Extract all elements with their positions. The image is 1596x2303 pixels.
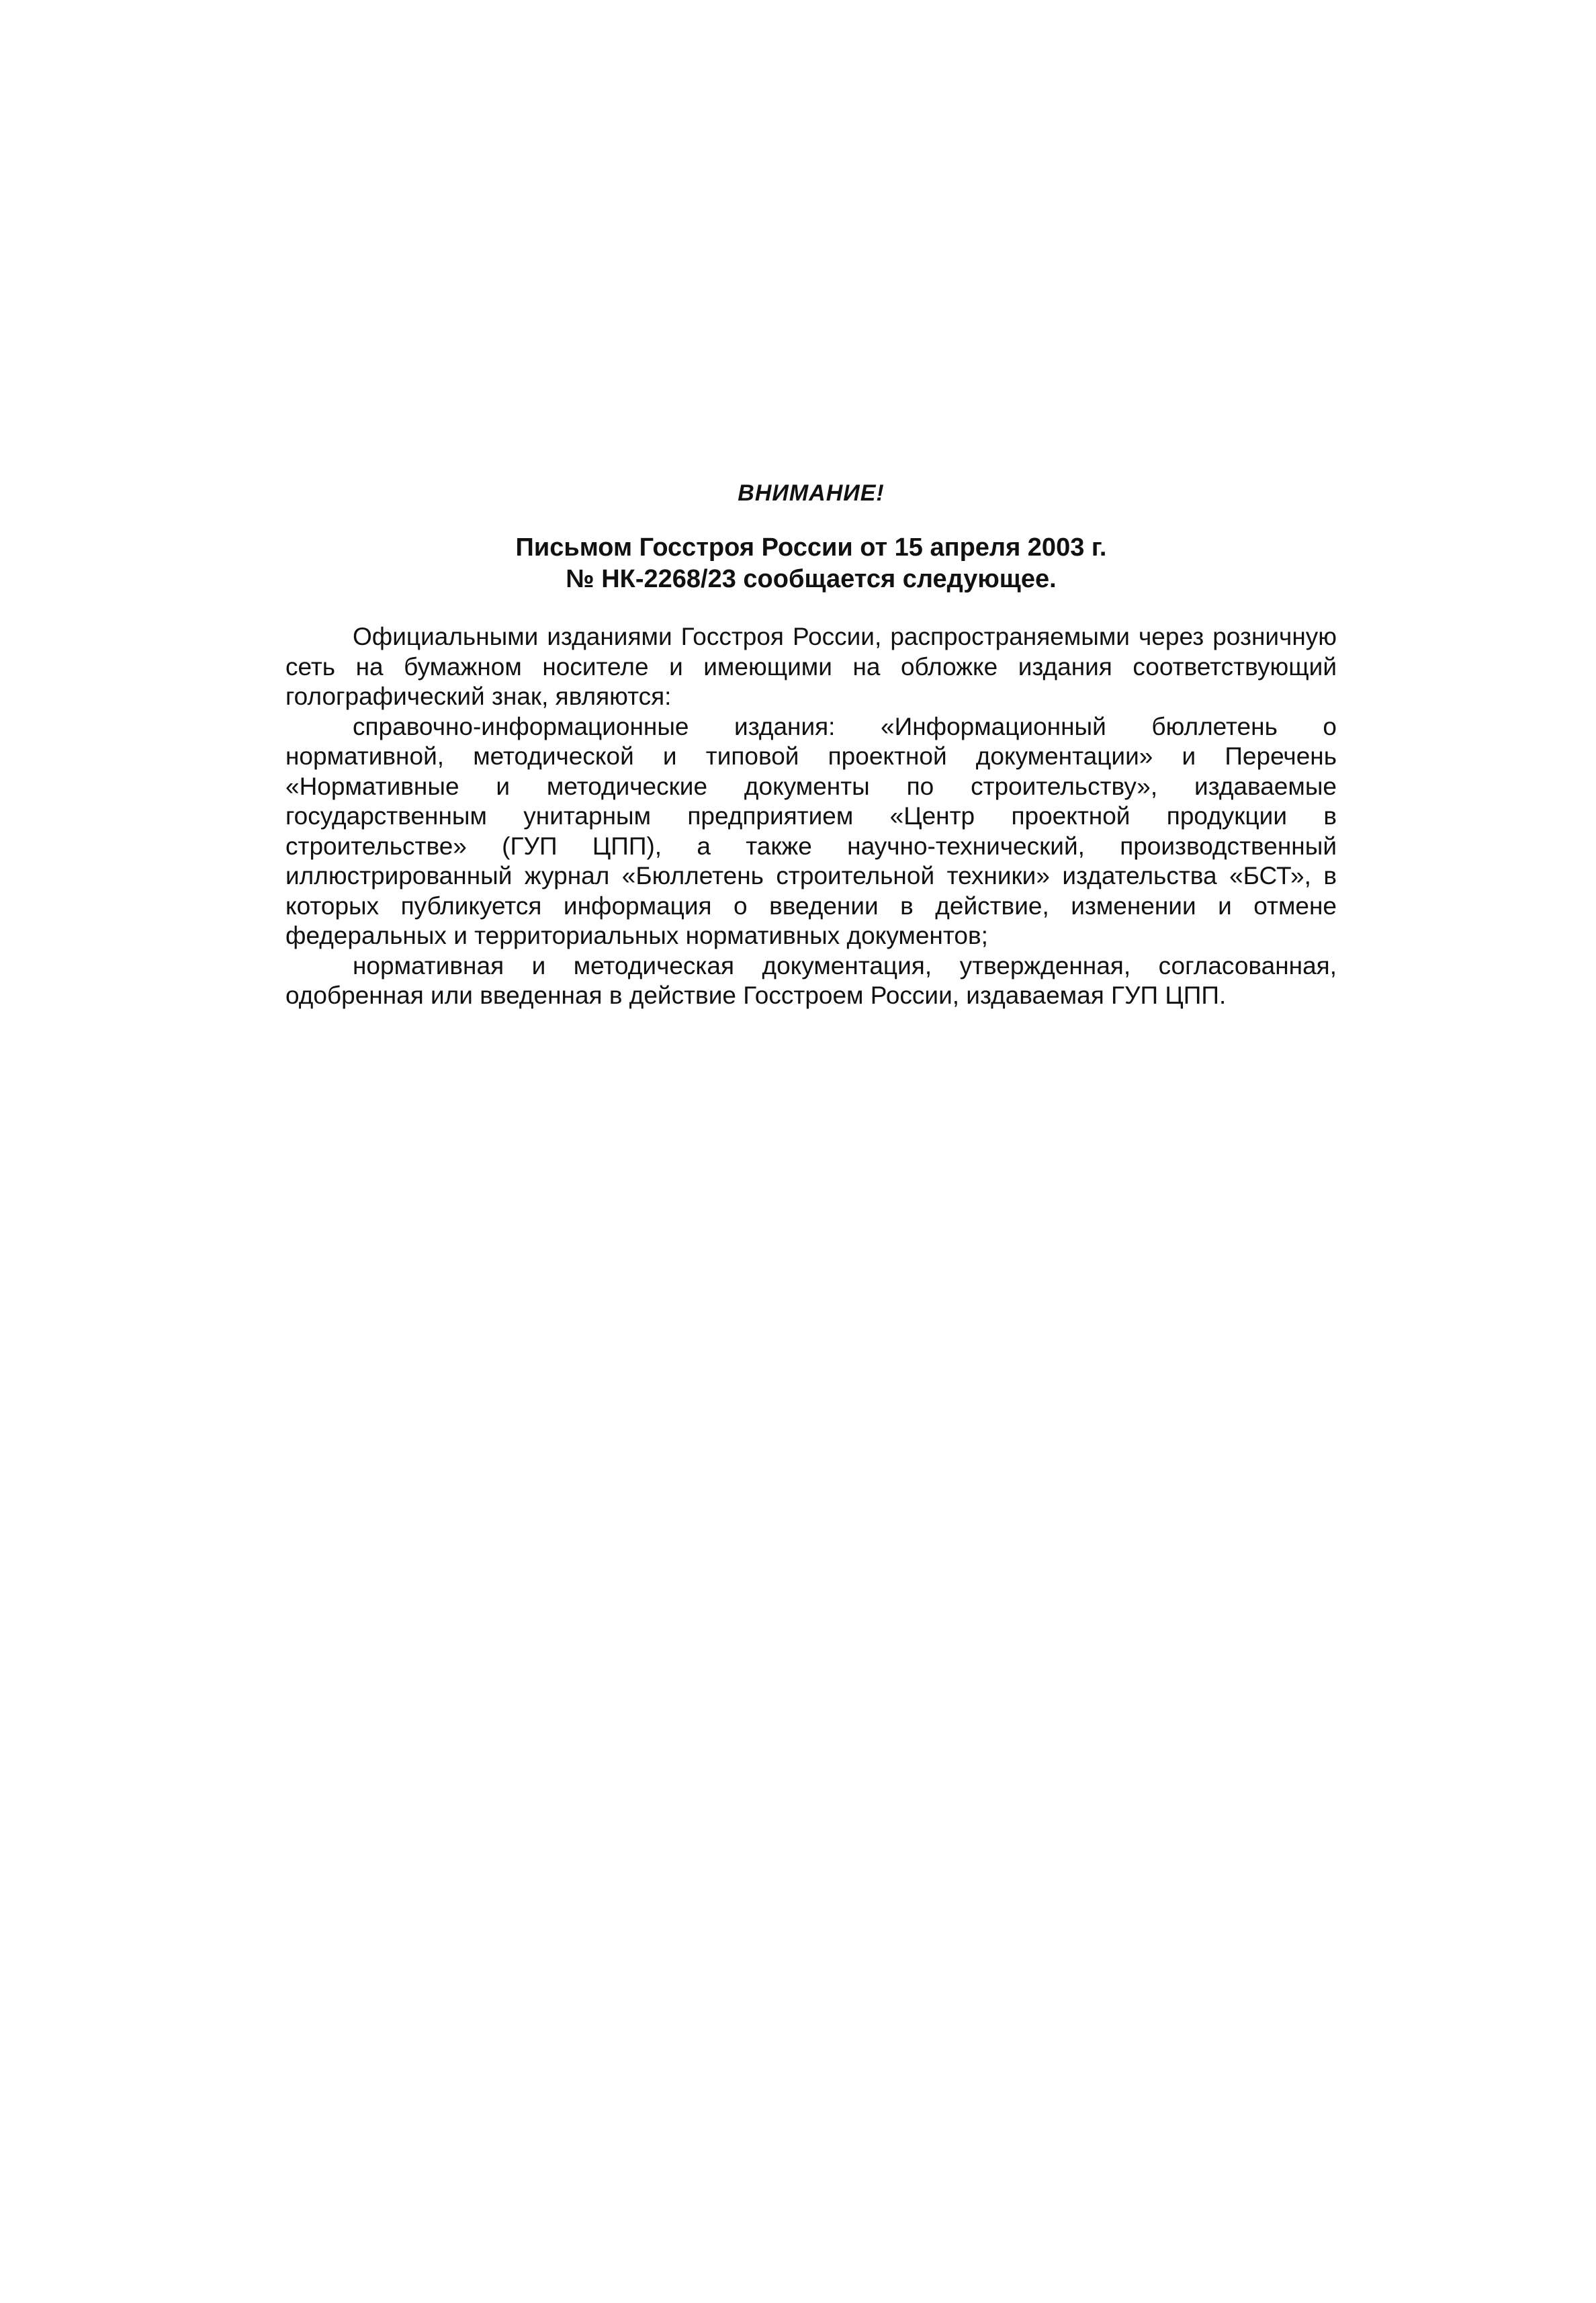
notice-block: [285, 480, 1337, 1011]
paragraph-normative-documentation: нормативная и методическая документация, утвержденная, согласованная, одобренная или введенная в действие Госстроем России, издаваемая ГУП ЦПП.: [285, 951, 1337, 1009]
notice-body: [285, 622, 1337, 1011]
paragraph-intro: Официальными изданиями Госстроя России, распространяемыми через розничную сеть на бумажном носителе и имеющими на обложке издания соответствующий голографический знак, являются:: [285, 623, 1337, 710]
notice-title: ВНИМАНИЕ!: [738, 480, 885, 506]
paragraph-reference-publications: справочно-информационные издания: «Информационный бюллетень о нормативной, методической и типовой проектной документации» и Перечень «Нормативные и методические документы по строительству», издаваемые государственным унитарным предприятием «Центр проектной продукции в строительстве» (ГУП ЦПП), а также научно-технический, производственный иллюстрированный журнал «Бюллетень строительной техники» издательства «БСТ», в которых публикуется информация о введении в действие, изменении и отмене федеральных и территориальных нормативных документов;: [285, 712, 1337, 949]
letter-reference-line-2: № НК-2268/23 сообщается следующее.: [566, 565, 1057, 593]
letter-reference: [285, 532, 1337, 595]
letter-reference-line-1: Письмом Госстроя России от 15 апреля 2003 г.: [515, 533, 1107, 562]
